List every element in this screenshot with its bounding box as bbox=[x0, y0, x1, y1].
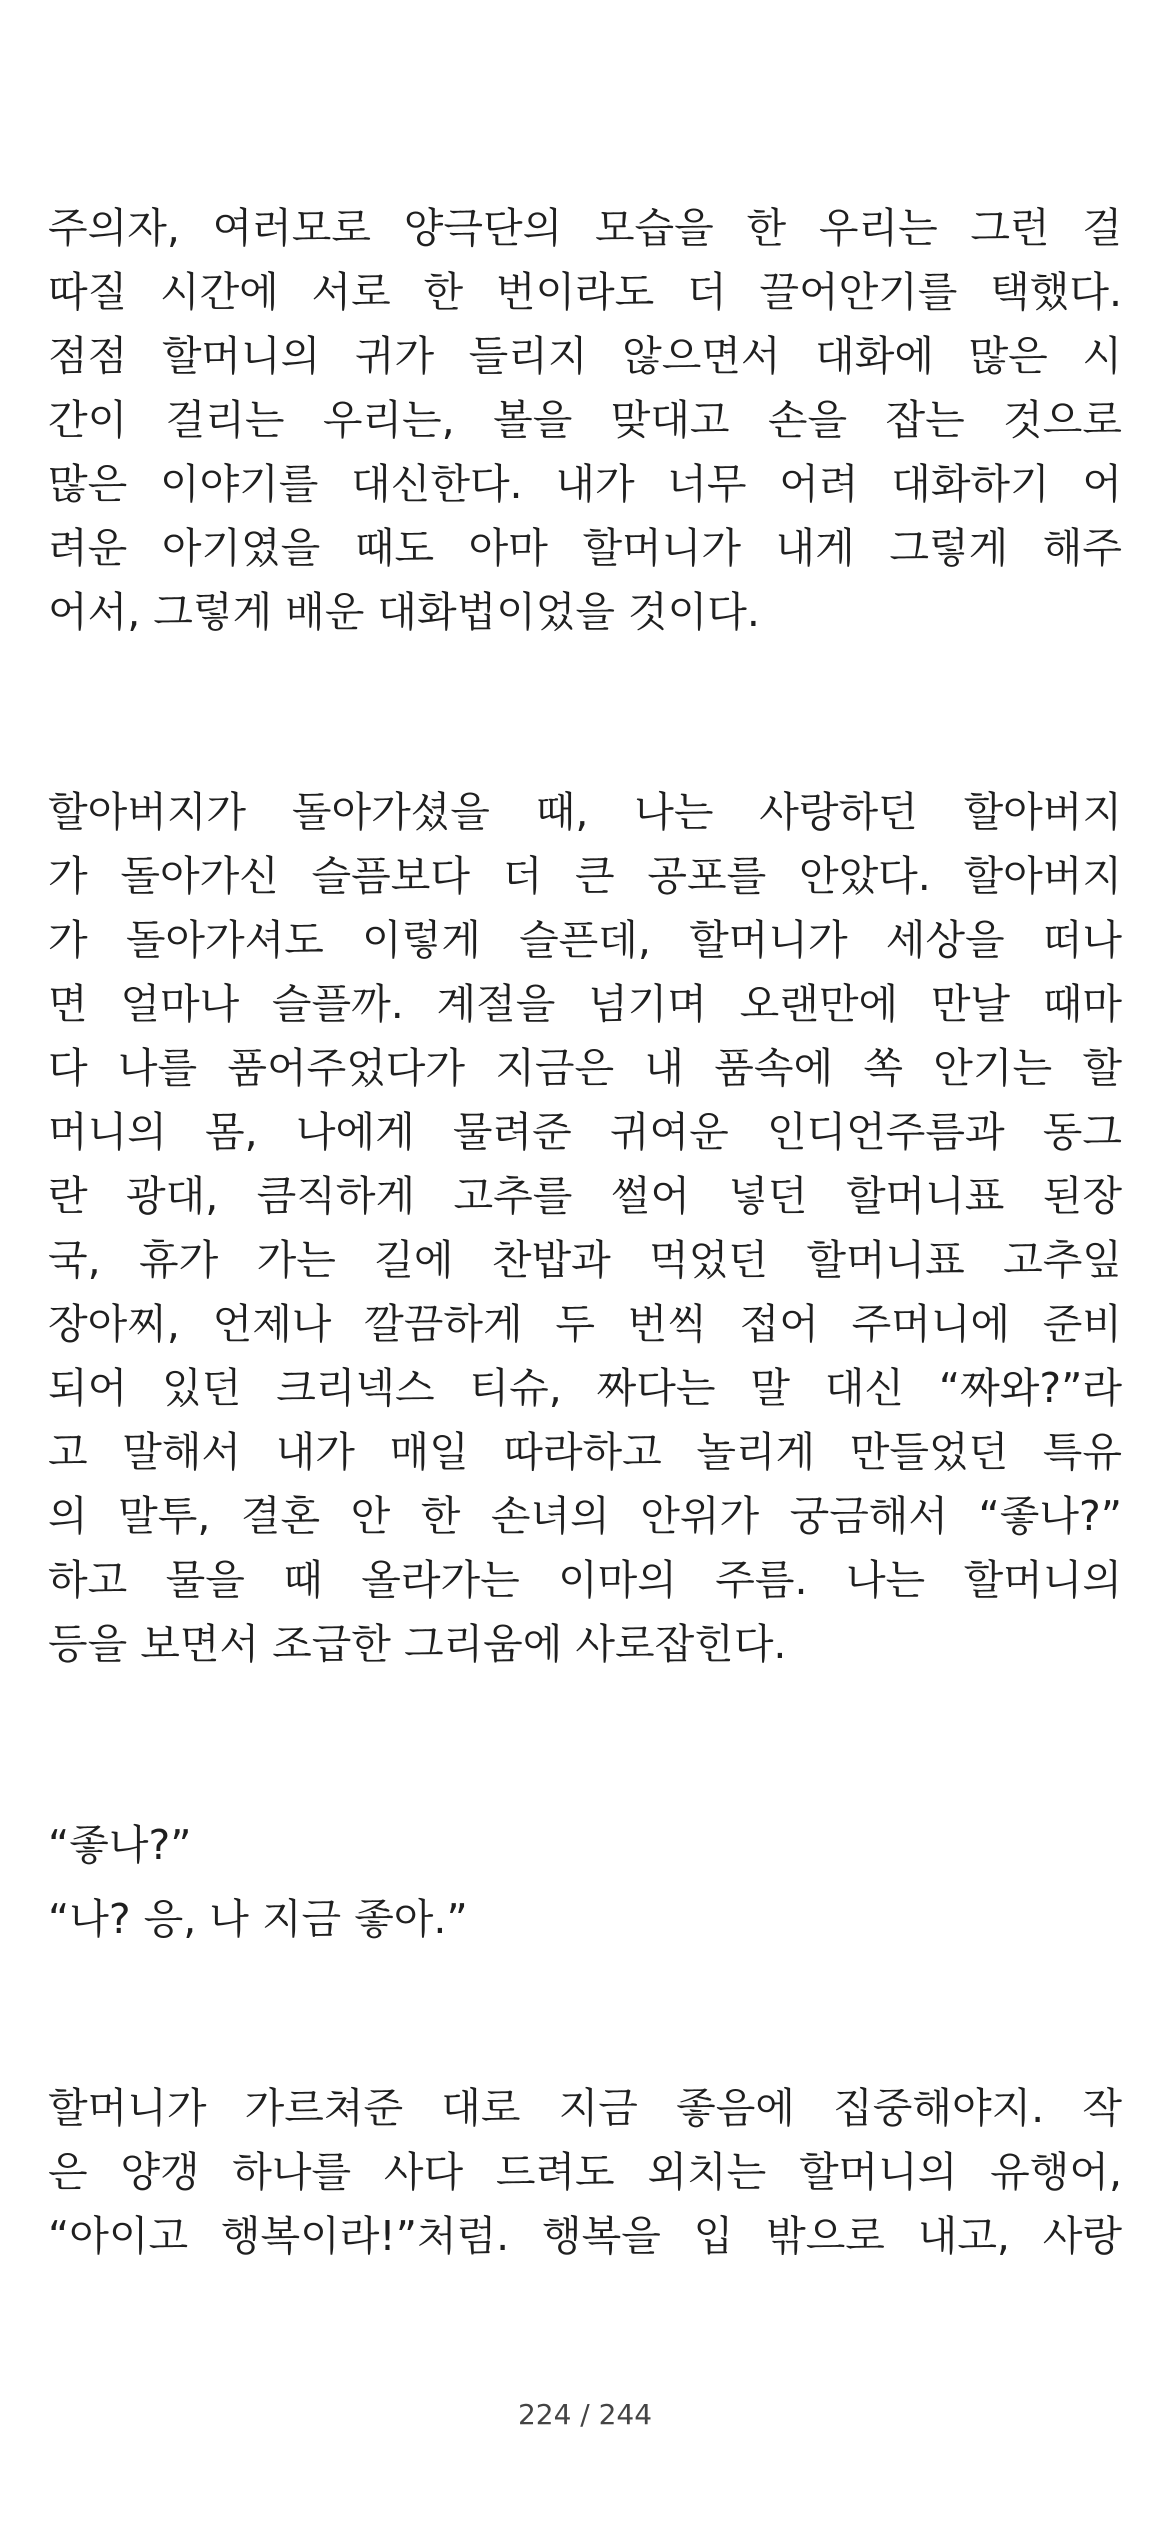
text-line: 려운 아기였을 때도 아마 할머니가 내게 그렇게 해주 bbox=[48, 524, 1122, 572]
text-line: 면 얼마나 슬플까. 계절을 넘기며 오랜만에 만날 때마 bbox=[48, 980, 1122, 1028]
dialogue-line: “나? 응, 나 지금 좋아.” bbox=[48, 1895, 468, 1943]
text-line: 장아찌, 언제나 깔끔하게 두 번씩 접어 주머니에 준비 bbox=[48, 1300, 1122, 1348]
text-line: 등을 보면서 조급한 그리움에 사로잡힌다. bbox=[48, 1620, 787, 1668]
text-line: 하고 물을 때 올라가는 이마의 주름. 나는 할머니의 bbox=[48, 1556, 1122, 1604]
text-line: 할아버지가 돌아가셨을 때, 나는 사랑하던 할아버지 bbox=[48, 788, 1122, 836]
text-line: 란 광대, 큼직하게 고추를 썰어 넣던 할머니표 된장 bbox=[48, 1172, 1122, 1220]
text-line: 머니의 몸, 나에게 물려준 귀여운 인디언주름과 동그 bbox=[48, 1108, 1122, 1156]
text-line: 가 돌아가셔도 이렇게 슬픈데, 할머니가 세상을 떠나 bbox=[48, 916, 1122, 964]
text-line: 가 돌아가신 슬픔보다 더 큰 공포를 안았다. 할아버지 bbox=[48, 852, 1122, 900]
text-line: 따질 시간에 서로 한 번이라도 더 끌어안기를 택했다. bbox=[48, 268, 1122, 316]
paragraph-2 bbox=[48, 780, 1122, 1676]
paragraph-1 bbox=[48, 196, 1122, 644]
text-line: 다 나를 품어주었다가 지금은 내 품속에 쏙 안기는 할 bbox=[48, 1044, 1122, 1092]
text-line: 많은 이야기를 대신한다. 내가 너무 어려 대화하기 어 bbox=[48, 460, 1122, 508]
text-line: 되어 있던 크리넥스 티슈, 짜다는 말 대신 “짜와?”라 bbox=[48, 1364, 1122, 1412]
text-line: 할머니가 가르쳐준 대로 지금 좋음에 집중해야지. 작 bbox=[48, 2084, 1122, 2132]
text-line: 점점 할머니의 귀가 들리지 않으면서 대화에 많은 시 bbox=[48, 332, 1122, 380]
dialogue-block bbox=[48, 1808, 1122, 1956]
text-line: “아이고 행복이라!”처럼. 행복을 입 밖으로 내고, 사랑 bbox=[48, 2212, 1122, 2260]
page-indicator: 224 / 244 bbox=[517, 2398, 653, 2431]
paragraph-4 bbox=[48, 2076, 1122, 2268]
text-line: 주의자, 여러모로 양극단의 모습을 한 우리는 그런 걸 bbox=[48, 204, 1122, 252]
text-line: 어서, 그렇게 배운 대화법이었을 것이다. bbox=[48, 588, 760, 636]
text-line: 은 양갱 하나를 사다 드려도 외치는 할머니의 유행어, bbox=[48, 2148, 1122, 2196]
dialogue-line: “좋나?” bbox=[48, 1821, 192, 1869]
text-line: 간이 걸리는 우리는, 볼을 맞대고 손을 잡는 것으로 bbox=[48, 396, 1122, 444]
text-line: 고 말해서 내가 매일 따라하고 놀리게 만들었던 특유 bbox=[48, 1428, 1122, 1476]
text-line: 의 말투, 결혼 안 한 손녀의 안위가 궁금해서 “좋나?” bbox=[48, 1492, 1122, 1540]
text-line: 국, 휴가 가는 길에 찬밥과 먹었던 할머니표 고추잎 bbox=[48, 1236, 1122, 1284]
